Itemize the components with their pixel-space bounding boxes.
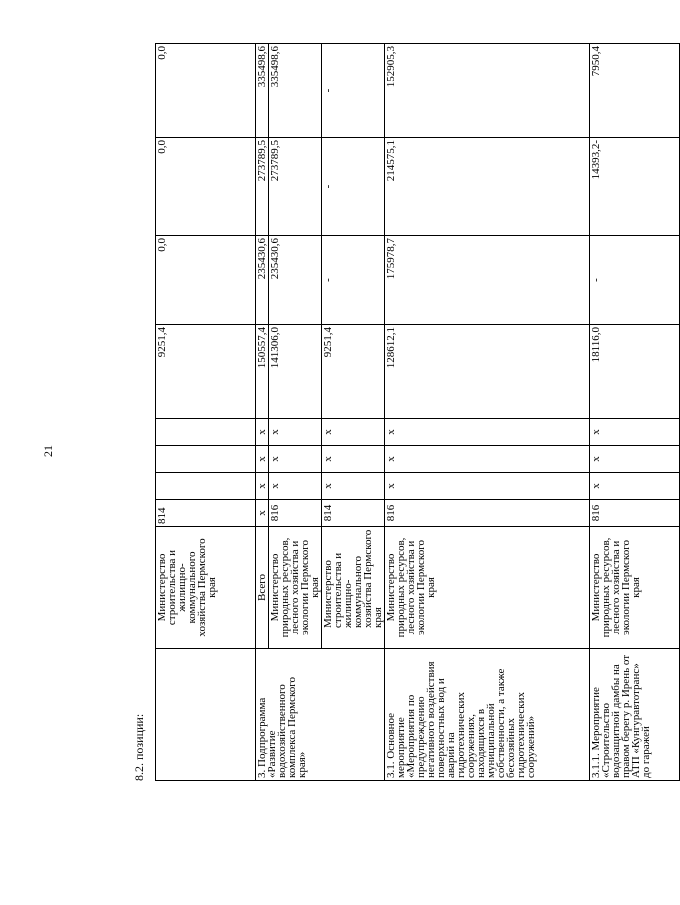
- csr-cell: х: [385, 446, 590, 473]
- executor-cell: Всего: [256, 527, 269, 649]
- value4-cell: 7950,4: [590, 44, 680, 138]
- value3-cell: 273789,5: [269, 138, 322, 236]
- table-row: [385, 44, 590, 781]
- value2-cell: -: [590, 236, 680, 325]
- value1-cell: 9251,4: [156, 325, 256, 419]
- value4-cell: 0,0: [156, 44, 256, 138]
- table-row: [590, 44, 680, 781]
- value3-cell: 0,0: [156, 138, 256, 236]
- program-cell: 3.1.1. Мероприятие «Строительство водозащитной дамбы на правом берегу р. Ирень от АТП «Кунгуравтотранс» до гаражей: [590, 649, 680, 781]
- program-cell: 3.1. Основное мероприятие «Мероприятия по предупреждению негативного воздействия поверхностных вод и аварий на гидротехнических сооружениях, находящихся в муниципальной собственности, а также бесхозяйных гидротехнических сооружений»: [385, 649, 590, 781]
- value2-cell: 235430,6: [269, 236, 322, 325]
- value1-cell: 150557,4: [256, 325, 269, 419]
- executor-cell: [322, 527, 385, 649]
- grbs-cell: 814: [156, 500, 256, 527]
- grbs-cell: 816: [590, 500, 680, 527]
- csr-cell: х: [256, 446, 269, 473]
- vr-cell: х: [385, 419, 590, 446]
- rz-cell: х: [269, 473, 322, 500]
- executor-cell: Министерство строительства и жилищно-коммунального хозяйства Пермского края: [156, 527, 256, 649]
- value3-cell: 14393,2-: [590, 138, 680, 236]
- csr-cell: х: [269, 446, 322, 473]
- value4-cell: 152905,3: [385, 44, 590, 138]
- rz-cell: х: [256, 473, 269, 500]
- rz-cell: х: [590, 473, 680, 500]
- csr-cell: х: [322, 446, 385, 473]
- executor-cell: Министерство природных ресурсов, лесного хозяйства и экологии Пермского края: [269, 527, 322, 649]
- value2-cell: 0,0: [156, 236, 256, 325]
- program-cell: [156, 649, 256, 781]
- budget-table: [155, 43, 680, 781]
- value3-cell: 273789,5: [256, 138, 269, 236]
- vr-cell: х: [322, 419, 385, 446]
- page-number: 21: [41, 445, 55, 457]
- grbs-cell: 816: [385, 500, 590, 527]
- executor-cell: Министерство природных ресурсов, лесного хозяйства и экологии Пермского края: [590, 527, 680, 649]
- table-row: [256, 44, 269, 781]
- vr-cell: х: [269, 419, 322, 446]
- value1-cell: 9251,4: [322, 325, 385, 419]
- grbs-cell: 814: [322, 500, 385, 527]
- table-row-top: [156, 44, 256, 781]
- rz-cell: х: [322, 473, 385, 500]
- vr-cell: х: [590, 419, 680, 446]
- value1-cell: 18116,0: [590, 325, 680, 419]
- rz-cell: х: [385, 473, 590, 500]
- value3-cell: 214575,1: [385, 138, 590, 236]
- vr-cell: х: [256, 419, 269, 446]
- value1-cell: 128612,1: [385, 325, 590, 419]
- value1-cell: 141306,0: [269, 325, 322, 419]
- value2-cell: 175978,7: [385, 236, 590, 325]
- csr-cell: х: [590, 446, 680, 473]
- value4-cell: 335498,6: [269, 44, 322, 138]
- section-title: 8.2. позиции:: [132, 713, 146, 781]
- executor-text: Министерство строительства и жилищно-коммунального хозяйства Пермского края: [322, 529, 384, 628]
- csr-cell: [156, 446, 256, 473]
- grbs-cell: 816: [269, 500, 322, 527]
- value4-cell: 335498,6: [256, 44, 269, 138]
- rz-cell: [156, 473, 256, 500]
- value2-cell: 235430,6: [256, 236, 269, 325]
- value4-cell: -: [322, 44, 385, 138]
- executor-cell: Министерство природных ресурсов, лесного хозяйства и экологии Пермского края: [385, 527, 590, 649]
- program-cell: 3. Подпрограмма «Развитие водохозяйственного комплекса Пермского края»: [256, 649, 385, 781]
- grbs-cell: х: [256, 500, 269, 527]
- value2-cell: -: [322, 236, 385, 325]
- vr-cell: [156, 419, 256, 446]
- value3-cell: -: [322, 138, 385, 236]
